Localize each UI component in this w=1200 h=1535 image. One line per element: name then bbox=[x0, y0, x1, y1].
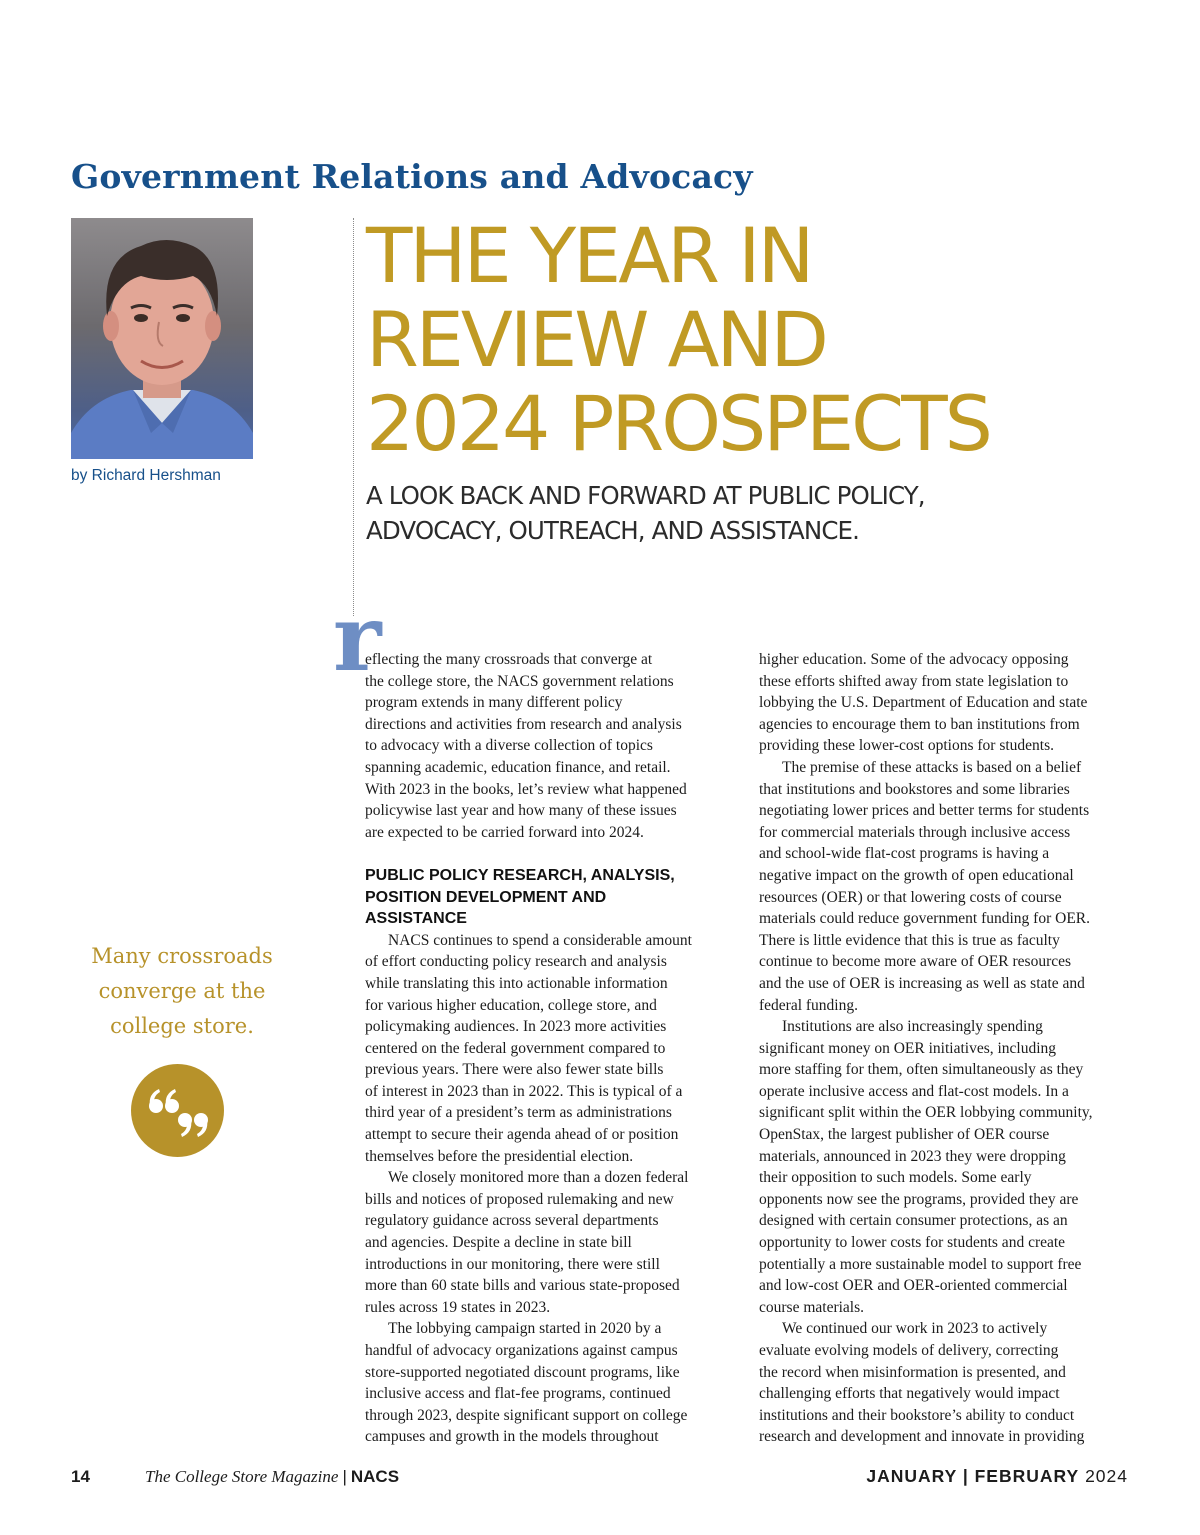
article-column-2 bbox=[759, 649, 1137, 1448]
organization-name: NACS bbox=[350, 1467, 400, 1486]
page-number: 14 bbox=[71, 1467, 90, 1486]
body-line: course materials. bbox=[759, 1298, 865, 1316]
body-line: opponents now see the programs, provided they are bbox=[759, 1190, 1079, 1208]
body-line: more than 60 state bills and various state-proposed bbox=[365, 1277, 680, 1295]
body-line: NACS continues to spend a considerable amount bbox=[388, 931, 692, 949]
headline-line: THE YEAR IN bbox=[366, 211, 812, 300]
body-line: to advocacy with a diverse collection of topics bbox=[365, 737, 653, 755]
body-line: We continued our work in 2023 to actively bbox=[782, 1320, 1048, 1338]
body-line: federal funding. bbox=[759, 996, 858, 1014]
body-line: lobbying the U.S. Department of Education and state bbox=[759, 694, 1088, 712]
body-line: There is little evidence that this is true as faculty bbox=[759, 931, 1060, 949]
body-line: of effort conducting policy research and analysis bbox=[365, 953, 667, 971]
headline-line: 2024 PROSPECTS bbox=[366, 379, 990, 468]
article-headline bbox=[366, 211, 990, 468]
body-line: higher education. Some of the advocacy opposing bbox=[759, 651, 1069, 668]
issue-year: 2024 bbox=[1085, 1466, 1128, 1486]
body-line: With 2023 in the books, let’s review what happened bbox=[365, 780, 687, 798]
body-line: institutions and their bookstore’s ability to conduct bbox=[759, 1406, 1075, 1424]
body-line: and the use of OER is increasing as well as state and bbox=[759, 974, 1085, 992]
body-line: OpenStax, the largest publisher of OER course bbox=[759, 1126, 1050, 1144]
body-line: the college store, the NACS government relations bbox=[365, 672, 674, 690]
body-line: materials could reduce government funding for OER. bbox=[759, 910, 1090, 928]
body-line: introductions in our monitoring, there were still bbox=[365, 1255, 660, 1273]
body-line: campuses and growth in the models throughout bbox=[365, 1428, 659, 1446]
magazine-name: The College Store Magazine bbox=[145, 1467, 339, 1486]
body-line: are expected to be carried forward into 2024. bbox=[365, 823, 644, 841]
body-line: rules across 19 states in 2023. bbox=[365, 1298, 551, 1316]
body-line: operate inclusive access and flat-cost models. In a bbox=[759, 1082, 1069, 1100]
body-line: The premise of these attacks is based on a belief bbox=[782, 758, 1082, 776]
body-line: negative impact on the growth of open educational bbox=[759, 866, 1074, 884]
quotation-marks-icon bbox=[131, 1064, 224, 1157]
subhead-line: A LOOK BACK AND FORWARD AT PUBLIC POLICY, bbox=[366, 481, 925, 510]
body-line: challenging efforts that negatively would impact bbox=[759, 1385, 1060, 1403]
article-column-1 bbox=[365, 649, 740, 1448]
body-line: providing these lower-cost options for students. bbox=[759, 737, 1055, 755]
author-byline: by Richard Hershman bbox=[71, 467, 221, 484]
body-line: We closely monitored more than a dozen federal bbox=[388, 1169, 689, 1187]
section-subheading: ASSISTANCE bbox=[365, 910, 467, 928]
body-line: policywise last year and how many of these issues bbox=[365, 802, 677, 820]
body-line: policymaking audiences. In 2023 more activities bbox=[365, 1018, 667, 1036]
body-line: these efforts shifted away from state legislation to bbox=[759, 672, 1069, 690]
section-title: Government Relations and Advocacy bbox=[71, 157, 753, 196]
article-subhead bbox=[366, 478, 925, 548]
body-line: more staffing for them, often simultaneously as they bbox=[759, 1061, 1084, 1079]
body-line: program extends in many different policy bbox=[365, 694, 623, 712]
pull-quote-line: college store. bbox=[110, 1014, 254, 1038]
body-line: and agencies. Despite a decline in state bill bbox=[365, 1234, 632, 1252]
body-line: The lobbying campaign started in 2020 by a bbox=[388, 1320, 662, 1338]
body-line: third year of a president’s term as administrations bbox=[365, 1104, 672, 1122]
footer-publication bbox=[145, 1467, 399, 1487]
body-line: attempt to secure their agenda ahead of or position bbox=[365, 1126, 679, 1144]
body-line: negotiating lower prices and better terms for students bbox=[759, 802, 1090, 820]
body-line: previous years. There were also fewer state bills bbox=[365, 1061, 664, 1079]
body-line: bills and notices of proposed rulemaking and new bbox=[365, 1190, 674, 1208]
issue-months: JANUARY | FEBRUARY bbox=[866, 1466, 1080, 1486]
body-line: evaluate evolving models of delivery, correcting bbox=[759, 1342, 1059, 1359]
body-line: while translating this into actionable information bbox=[365, 974, 668, 992]
body-line: materials, announced in 2023 they were dropping bbox=[759, 1147, 1066, 1165]
body-line: themselves before the presidential election. bbox=[365, 1147, 634, 1165]
body-line: designed with certain consumer protections, as an bbox=[759, 1212, 1068, 1230]
body-line: potentially a more sustainable model to support free bbox=[759, 1255, 1082, 1273]
body-line: Institutions are also increasingly spending bbox=[782, 1018, 1043, 1036]
issue-date bbox=[866, 1466, 1128, 1487]
body-line: resources (OER) or that lowering costs of course bbox=[759, 888, 1062, 906]
subhead-line: ADVOCACY, OUTREACH, AND ASSISTANCE. bbox=[366, 516, 859, 545]
body-line: inclusive access and flat-fee programs, continued bbox=[365, 1385, 671, 1403]
body-line: store-supported negotiated discount programs, like bbox=[365, 1363, 680, 1381]
body-line: agencies to encourage them to ban institutions from bbox=[759, 715, 1080, 733]
pull-quote bbox=[71, 939, 293, 1044]
body-line: research and development and innovate in providing bbox=[759, 1428, 1085, 1446]
body-line: of interest in 2023 than in 2022. This is typical of a bbox=[365, 1082, 683, 1100]
body-line: for various higher education, college store, and bbox=[365, 996, 657, 1014]
headline-line: REVIEW AND bbox=[366, 295, 826, 384]
body-line: directions and activities from research and analysis bbox=[365, 715, 682, 733]
body-line: and school-wide flat-cost programs is having a bbox=[759, 845, 1050, 863]
body-line: that institutions and bookstores and some libraries bbox=[759, 780, 1070, 798]
paragraph-gap bbox=[365, 843, 740, 865]
body-line: their opposition to such models. Some early bbox=[759, 1169, 1032, 1187]
pull-quote-line: converge at the bbox=[98, 979, 266, 1003]
body-line: significant money on OER initiatives, including bbox=[759, 1039, 1057, 1057]
pull-quote-line: Many crossroads bbox=[91, 944, 273, 968]
body-line: for commercial materials through inclusive access bbox=[759, 823, 1071, 841]
body-line: regulatory guidance across several departments bbox=[365, 1212, 659, 1230]
section-subheading: POSITION DEVELOPMENT AND bbox=[365, 888, 607, 906]
body-line: and low-cost OER and OER-oriented commercial bbox=[759, 1277, 1068, 1295]
drop-cap: r bbox=[333, 584, 382, 692]
body-line: centered on the federal government compared to bbox=[365, 1039, 666, 1057]
section-subheading: PUBLIC POLICY RESEARCH, ANALYSIS, bbox=[365, 866, 675, 884]
body-line: the record when misinformation is presented, and bbox=[759, 1363, 1066, 1381]
vertical-divider bbox=[353, 218, 354, 616]
footer-separator: | bbox=[342, 1467, 347, 1486]
body-line: eflecting the many crossroads that converge at bbox=[365, 651, 653, 668]
body-line: continue to become more aware of OER resources bbox=[759, 953, 1072, 971]
body-line: significant split within the OER lobbying community, bbox=[759, 1104, 1093, 1122]
body-line: opportunity to lower costs for students and create bbox=[759, 1234, 1066, 1252]
author-photo bbox=[71, 218, 253, 459]
body-line: through 2023, despite significant support on college bbox=[365, 1406, 688, 1424]
body-line: spanning academic, education finance, and retail. bbox=[365, 758, 671, 776]
body-line: handful of advocacy organizations against campus bbox=[365, 1342, 678, 1359]
